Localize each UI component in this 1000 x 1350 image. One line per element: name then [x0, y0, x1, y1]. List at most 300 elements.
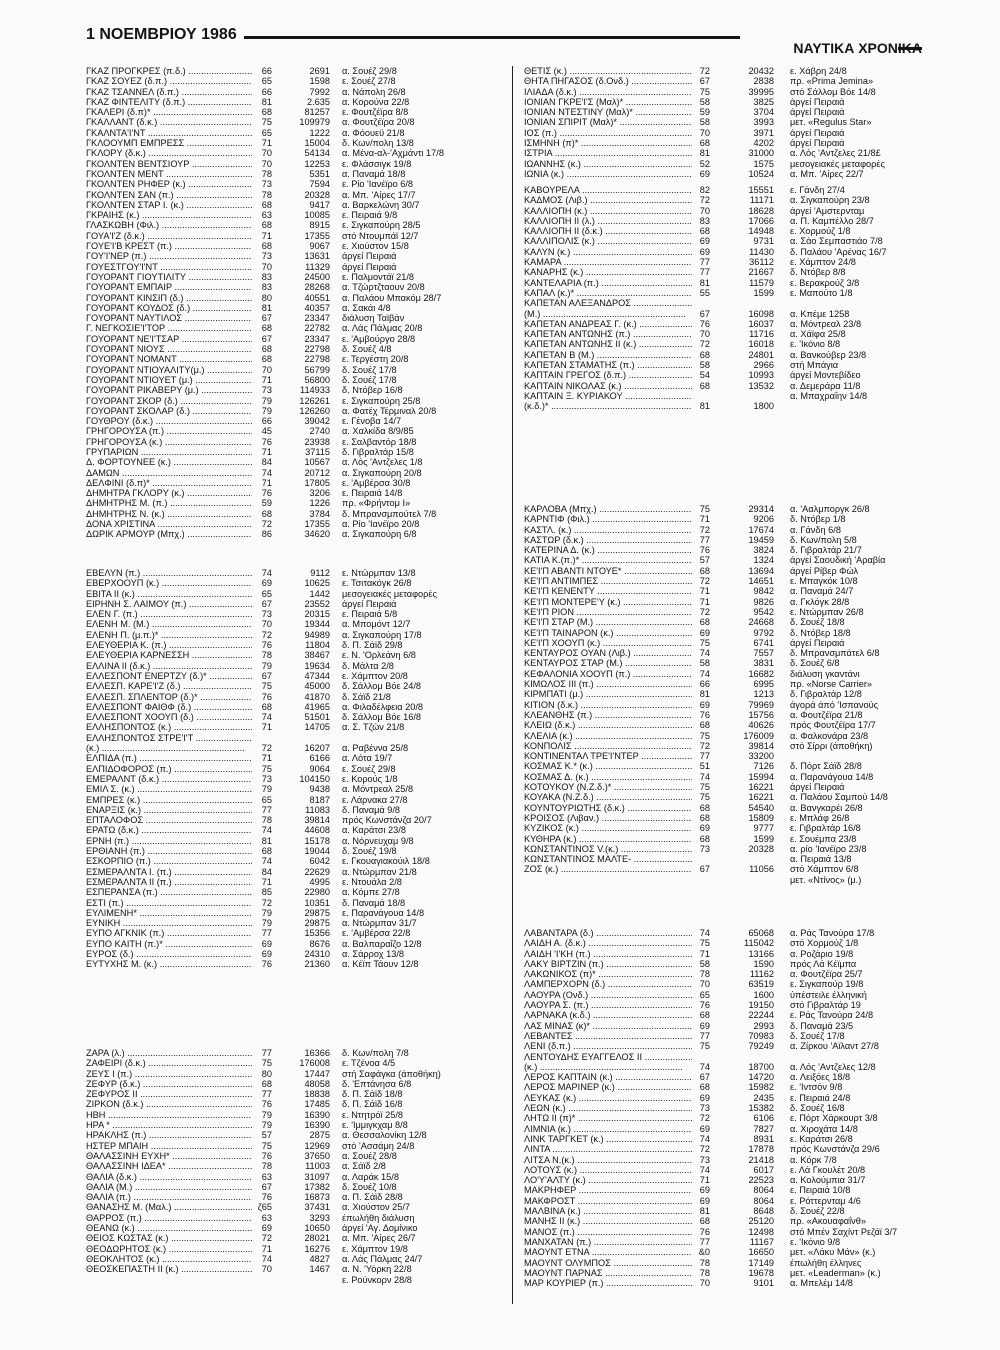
tonnage: 21360	[304, 959, 330, 970]
tonnage: 16366	[304, 1048, 330, 1058]
tonnage: 17382	[304, 1181, 330, 1192]
build-year: 70	[699, 329, 710, 340]
tonnage: 16221	[748, 782, 774, 793]
ship-status: ε. 'Ικόνιο 8/8	[790, 339, 841, 350]
ship-name: ΘΕΤΙΣ (κ.) .....	[524, 66, 692, 76]
ship-name: ΚΥΘΗΡΑ (κ.) .....	[524, 834, 692, 844]
ship-name: ΓΡΗΓΟΡΟΥΣΑ (π.) .....	[86, 426, 252, 436]
ship-entry	[86, 1141, 506, 1151]
ship-status: α. Βαλπαραΐζο 12/8	[342, 938, 422, 949]
ship-entry	[86, 519, 506, 529]
ship-status: α. Ντώρμπαν 31/7	[342, 918, 417, 929]
ship-entry	[524, 247, 944, 257]
tonnage: 2.635	[307, 96, 330, 107]
tonnage: 48058	[304, 1078, 330, 1089]
ship-name: ΚΟΥΝΤΟΥΡΙΩΤΗΣ (δ.κ.) .....	[524, 803, 692, 813]
ship-entry	[524, 545, 944, 555]
ship-status: α. Ζίρκου 'Αϊλαντ 27/8	[790, 1041, 879, 1052]
ship-name: ΚΕΦΑΛΟΝΙΑ ΧΟΟΥΠ (π.) .....	[524, 669, 692, 679]
ship-name: ΓΚΑΛΛΑΝΤ (δ.κ.) .....	[86, 117, 252, 127]
ship-entry	[86, 743, 506, 753]
ship-status: ε. Πειραιά 14/8	[342, 488, 403, 499]
ship-status: άγορά άπό 'Ισπανούς	[790, 699, 879, 710]
ship-entry	[86, 712, 506, 722]
ship-name: ΖΑΡΑ (λ.) .....	[86, 1048, 252, 1058]
ship-entry	[86, 323, 506, 333]
ship-entry	[524, 969, 944, 979]
build-year: 76	[699, 545, 710, 556]
build-year: 74	[699, 1164, 710, 1175]
build-year: 74	[699, 648, 710, 659]
ship-entry	[524, 731, 944, 741]
ship-entry	[524, 761, 944, 771]
build-year: 74	[699, 1133, 710, 1144]
ship-entry	[86, 396, 506, 406]
ship-entry	[86, 722, 506, 732]
ship-name: ΓΟΥΘΡΟΥ (δ.κ.) .....	[86, 416, 252, 426]
ship-entry	[86, 619, 506, 629]
build-year: 78	[261, 650, 272, 661]
ship-name: ΚΩΝΣΤΑΝΤΙΝΟΣ ΜΑΛΤΕ- .....	[524, 854, 692, 864]
ship-entry	[524, 617, 944, 627]
tonnage: 17485	[304, 1099, 330, 1110]
tonnage: 19634	[304, 660, 330, 671]
build-year: 81	[261, 835, 272, 846]
ship-status: δ. Σάϊδ 21/8	[342, 691, 391, 702]
ship-list-section-e	[86, 568, 506, 970]
build-year: 75	[699, 637, 710, 648]
ship-status: στό Γιβραλτάρ 19	[790, 1000, 861, 1011]
build-year: 76	[261, 436, 272, 447]
ship-entry	[524, 1144, 944, 1154]
ship-name: ΔΗΜΗΤΡΗΣ Ν. (κ.) .....	[86, 509, 252, 519]
ship-name: ΕΛΕΥΘΕΡΙΑ Κ. (π.) .....	[86, 640, 252, 650]
tonnage: 16207	[304, 743, 330, 754]
ship-status: δ. Σουέζ 10/8	[342, 1181, 397, 1192]
ship-entry	[524, 979, 944, 989]
ship-name: ΚΥΖΙΚΟΣ (κ.) .....	[524, 823, 692, 833]
build-year: 69	[261, 578, 272, 589]
ship-entry	[524, 76, 944, 86]
build-year: 68	[699, 1010, 710, 1021]
build-year: 65	[699, 989, 710, 1000]
build-year: 67	[261, 333, 272, 344]
tonnage: 7594	[309, 179, 330, 190]
ship-entry	[524, 782, 944, 792]
tonnage: 4827	[309, 1253, 330, 1264]
ship-entry	[524, 1216, 944, 1226]
ship-status: ε. Γάνδη 27/4	[790, 185, 845, 195]
ship-entry	[524, 206, 944, 216]
build-year: 66	[261, 416, 272, 427]
ship-status: στό Χορμούζ 1/8	[790, 938, 859, 949]
ship-entry	[524, 669, 944, 679]
build-year: 65	[261, 127, 272, 138]
ship-status: α. Παλάου Σαμπού 14/8	[790, 792, 888, 803]
ship-entry	[86, 97, 506, 107]
ship-name: ΜΑΟΥΝΤ ΟΛΥΜΠΟΣ .....	[524, 1258, 692, 1268]
ship-status: άργεί 'Αγ. Δομίνικο	[342, 1223, 418, 1234]
ship-entry	[86, 1244, 506, 1254]
ship-status: α. Γκλόγκ 28/8	[790, 596, 850, 607]
tonnage: 10625	[304, 578, 330, 589]
ship-name: ΛΑΣ ΜΙΝΑΣ (κ)* .....	[524, 1021, 692, 1031]
ship-name: ΛΕΝΤΟΥΔΗΣ ΕΥΑΓΓΕΛΟΣ ΙΙ .....	[524, 1052, 692, 1062]
ship-entry	[524, 128, 944, 138]
build-year: 75	[699, 86, 710, 97]
ship-status: δ. Κων/πολη 7/8	[342, 1048, 409, 1058]
tonnage: 14651	[748, 576, 774, 587]
ship-status: α. Κέϊπ Τάουν 12/8	[342, 959, 419, 970]
build-year: 71	[261, 446, 272, 457]
ship-name: ΕΛΛΕΣΠΟΝΤ ΧΟΟΥΠ (δ.) .....	[86, 712, 252, 722]
tonnage: 18838	[304, 1089, 330, 1100]
build-year: 68	[699, 812, 710, 823]
ship-status: ε. Μπαγκόκ 10/8	[790, 576, 858, 587]
ship-name: ΙΟΣ (π.) .....	[524, 128, 692, 138]
ship-name: ΚΕ'Ι'Π ΚΕΝΕΝΤΥ .....	[524, 586, 692, 596]
build-year: 73	[699, 1103, 710, 1114]
tonnage: 9417	[309, 199, 330, 210]
ship-entry	[86, 1264, 506, 1274]
tonnage: 16650	[748, 1247, 774, 1258]
build-year: 75	[699, 730, 710, 741]
ship-name: ΛΙΝΚ ΤΑΡΓΚΕΤ (κ.) .....	[524, 1134, 692, 1144]
ship-status: πρός Λά Κέϊμπα	[790, 958, 857, 969]
ship-name: ΚΛΕΙΩ (δ.κ.) .....	[524, 720, 692, 730]
ship-list-section-k-a	[524, 185, 944, 412]
ship-entry	[86, 1223, 506, 1233]
ship-entry	[524, 216, 944, 226]
ship-name: ΕΥΛΙΜΕΝΗ* .....	[86, 908, 252, 918]
build-year: 68	[699, 833, 710, 844]
tonnage: 18700	[748, 1061, 774, 1072]
ship-status: ε. Χιούστον 15/8	[342, 241, 409, 252]
ship-entry	[524, 1010, 944, 1020]
tonnage: 16018	[748, 339, 774, 350]
tonnage: 20432	[748, 66, 774, 76]
build-year: 83	[261, 271, 272, 282]
ship-status: α. Μόντρεαλ 25/8	[342, 784, 414, 795]
tonnage: 17355	[304, 230, 330, 241]
ship-status: πρ. «Φρήντομ Ι»	[342, 498, 411, 509]
build-year: 76	[699, 318, 710, 329]
build-year: 68	[699, 1216, 710, 1227]
ship-entry	[86, 928, 506, 938]
tonnage: 6166	[309, 753, 330, 764]
ship-name: ΓΟΥΟΡΑΝΤ ΝΙΟΥΣ .....	[86, 344, 252, 354]
build-year: 74	[261, 825, 272, 836]
ship-name: ΕΒΙΤΑ ΙΙ (κ.) .....	[86, 589, 252, 599]
tonnage: 9206	[753, 514, 774, 525]
ship-status: α. Σιγκαπούρη 6/8	[342, 529, 417, 540]
ship-status: άργεί Πειραιά	[790, 138, 845, 149]
ship-entry	[524, 148, 944, 158]
build-year: 79	[261, 784, 272, 795]
ship-name: ΖΕΥΣ Ι (π.) .....	[86, 1069, 252, 1079]
ship-name: ΕΡΝΗ (π.) .....	[86, 836, 252, 846]
ship-status: στή Σαφάγκα (άποθήκη)	[342, 1068, 441, 1079]
build-year: 65	[261, 588, 272, 599]
ship-entry	[524, 360, 944, 370]
ship-name: ΔΗΜΗΤΡΗΣ Μ. (π.) .....	[86, 498, 252, 508]
ship-entry	[524, 87, 944, 97]
build-year: 71	[261, 1243, 272, 1254]
build-year: 83	[699, 215, 710, 226]
ship-name: ΖΟΣ (κ.) .....	[524, 864, 692, 874]
tonnage: 39814	[304, 815, 330, 826]
ship-name: ΚΑΣΤΛ. (κ.) .....	[524, 525, 692, 535]
ship-entry	[524, 720, 944, 730]
ship-name: ΕΣΚΟΡΠΙΟ (π.) .....	[86, 856, 252, 866]
ship-name: ΕΛΛΕΣΠΟΝΤ ΦΑΙΘΦ (δ.) .....	[86, 702, 252, 712]
ship-entry	[86, 406, 506, 416]
ship-name: ΓΟΥΟΡΑΝΤ ΚΙΝΣΙΠ (δ.) .....	[86, 293, 252, 303]
ship-entry	[86, 375, 506, 385]
build-year: 81	[699, 277, 710, 288]
ship-entry	[524, 1072, 944, 1082]
build-year: 72	[261, 743, 272, 754]
ship-name: ΕΛΕΝΗ Π. (μ.π.)* .....	[86, 630, 252, 640]
ship-entry	[86, 426, 506, 436]
tonnage: 10567	[304, 457, 330, 468]
build-year: 76	[261, 1099, 272, 1110]
ship-entry	[524, 1237, 944, 1247]
ship-name: ΕΠΤΑΛΟΦΟΣ .....	[86, 815, 252, 825]
build-year: 70	[261, 619, 272, 630]
build-year: 78	[699, 1257, 710, 1268]
build-year: 71	[699, 596, 710, 607]
ship-status: α. Καράτσι 23/8	[342, 825, 406, 836]
tonnage: 176008	[299, 1058, 330, 1069]
build-year: 76	[699, 709, 710, 720]
tonnage: 18628	[748, 205, 774, 216]
ship-name: ΚΑΠΕΤΑΝ ΑΝΔΡΕΑΣ Γ. (κ.) .....	[524, 319, 692, 329]
ship-status: α. Παναμά 18/8	[342, 168, 406, 179]
ship-entry	[524, 1247, 944, 1257]
ship-name: ΛΟΤΟΥΣ (κ.) .....	[524, 1165, 692, 1175]
ship-status: δ. Σουέζ 22/8	[790, 1206, 845, 1217]
ship-status: άργεί Μοντεβίδεο	[790, 370, 861, 381]
tonnage: 7557	[753, 648, 774, 659]
ship-name: ΚΑΛΛΙΟΠΗ ΙΙ (λ.) .....	[524, 216, 692, 226]
ship-entry	[524, 267, 944, 277]
tonnage: 17066	[748, 215, 774, 226]
build-year: 73	[261, 773, 272, 784]
ship-status: ε. Ντώρμπαν 13/8	[342, 568, 416, 578]
ship-entry	[524, 1196, 944, 1206]
ship-entry	[86, 365, 506, 375]
ship-status: α. Χαλκίδα 8/9/85	[342, 426, 414, 437]
build-year: 70	[261, 148, 272, 159]
tonnage: 15356	[304, 928, 330, 939]
tonnage: 54134	[304, 148, 330, 159]
ship-status: α. Θεσσαλονίκη 12/8	[342, 1130, 427, 1141]
tonnage: 94989	[304, 629, 330, 640]
build-year: 68	[699, 1082, 710, 1093]
tonnage: 6017	[753, 1164, 774, 1175]
ship-entry	[524, 1134, 944, 1144]
tonnage: 21667	[748, 267, 774, 278]
ship-entry	[524, 381, 944, 391]
ship-entry	[524, 864, 944, 874]
ship-status: α. Μπαχραΐην 14/8	[790, 390, 868, 401]
ship-status: έπωλήθη διάλυση	[342, 1212, 415, 1223]
ship-entry	[524, 648, 944, 658]
ship-name: ΛΕΩΝ (κ.) .....	[524, 1103, 692, 1113]
build-year: 79	[261, 907, 272, 918]
ship-name: ΚΕ'Ι'Π ΑΝΤΙΜΠΕΣ .....	[524, 576, 692, 586]
ship-status: α. Σάρροχ 13/8	[342, 948, 404, 959]
ship-entry	[524, 329, 944, 339]
tonnage: 31097	[304, 1171, 330, 1182]
tonnage: 126261	[299, 395, 330, 406]
tonnage: 56799	[304, 364, 330, 375]
ship-status: α. Φουτζέϊρα 25/7	[790, 969, 863, 980]
ship-name: ΚΛΕΑΝΘΗΣ (π.) .....	[524, 710, 692, 720]
build-year: 74	[261, 1253, 272, 1264]
ship-name: ΚΑΣΤΩΡ (δ.κ.) .....	[524, 535, 692, 545]
ship-name: ΚΑΔΜΟΣ (Λιβ.) .....	[524, 195, 692, 205]
ship-name: ΚΑΜΑΡΑ .....	[524, 257, 692, 267]
tonnage: 15551	[748, 185, 774, 195]
build-year: 77	[699, 1030, 710, 1041]
tonnage: 23347	[304, 313, 330, 324]
tonnage: 13166	[748, 948, 774, 959]
ship-name: ΚΑΠΤΑΙΝ ΓΡΕΓΟΣ (δ.π.) .....	[524, 370, 692, 380]
ship-status: δ. Γιβραλτάρ 15/8	[342, 446, 414, 457]
ship-entry	[524, 700, 944, 710]
ship-entry	[86, 159, 506, 169]
build-year: 72	[261, 1233, 272, 1244]
tonnage: 40626	[748, 720, 774, 731]
build-year: 59	[261, 498, 272, 509]
tonnage: 22523	[748, 1175, 774, 1186]
ship-name: ΖΑΦΕΙΡΙ (δ.κ.) .....	[86, 1058, 252, 1068]
ship-name: ΖΕΦΥΡΟΣ ΙΙ .....	[86, 1089, 252, 1099]
ship-entry	[86, 1233, 506, 1243]
ship-name: ΕΛΛΗΣΠΟΝΤΟΣ (κ.) .....	[86, 722, 252, 732]
ship-name: ΕΛΛΙΝΑ ΙΙ (δ.κ.) .....	[86, 661, 252, 671]
ship-name: ΚΡΟΙΣΟΣ (Λιβαν.) .....	[524, 813, 692, 823]
ship-status: άργεί Πειραιά	[790, 127, 845, 138]
ship-name: ΗΒΗ .....	[86, 1110, 252, 1120]
build-year: 69	[699, 627, 710, 638]
ship-name: ΕΥΠΟ ΚΑΙΤΗ (π.)* .....	[86, 939, 252, 949]
tonnage: 6106	[753, 1113, 774, 1124]
tonnage: 9112	[310, 568, 330, 578]
ship-entry	[86, 753, 506, 763]
ship-name: ΓΟΥΟΡΑΝΤ ΓΙΟΥΤΙΛΙΤΥ .....	[86, 272, 252, 282]
build-year: 77	[261, 1048, 272, 1058]
ship-entry	[524, 1031, 944, 1041]
ship-status: δ. Σουέζ 17/8	[790, 1030, 845, 1041]
ship-status: α. Φατέχ Τέρμιναλ 20/8	[342, 405, 437, 416]
ship-list-section-k-b	[524, 504, 944, 885]
ship-name: ΔΟΝΑ ΧΡΙΣΤΙΝΑ .....	[86, 519, 252, 529]
build-year: 74	[261, 712, 272, 723]
build-year: 72	[699, 740, 710, 751]
build-year: 55	[699, 287, 710, 298]
header-rule	[244, 36, 740, 39]
ship-entry	[524, 1062, 944, 1072]
ship-status: ε. Χορμούζ 1/8	[790, 226, 851, 237]
ship-name: ΕΛΠΙΔΟΦΟΡΟΣ (π.) .....	[86, 764, 252, 774]
tonnage: 15382	[748, 1103, 774, 1114]
ship-entry	[524, 990, 944, 1000]
ship-status: ε. Σουέζ 29/8	[342, 763, 396, 774]
tonnage: 9067	[309, 241, 330, 252]
build-year: 68	[261, 1078, 272, 1089]
ship-status: α. Κπέμε 1258	[790, 308, 850, 319]
ship-name: ΚΑΠΕΤΑΝ ΑΝΤΩΝΗΣ ΙΙ (κ.) .....	[524, 339, 692, 349]
ship-status: δ. Ντόβερ 16/8	[342, 385, 403, 396]
tonnage: 15809	[748, 812, 774, 823]
ship-status: α. Φόουεϋ 21/8	[342, 127, 405, 138]
ship-status: έπωλήθη έλληνες	[790, 1257, 862, 1268]
ship-name: ΓΚΑΖ ΦΙΝΤΕΛΙΤΥ (δ.π.) .....	[86, 97, 252, 107]
ship-name: (κ.) .....	[86, 743, 252, 753]
tonnage: 24668	[748, 617, 774, 628]
page-header	[86, 26, 922, 56]
tonnage: 13694	[748, 565, 774, 576]
tonnage: 11716	[749, 329, 774, 340]
ship-name: (Μ.) .....	[524, 309, 692, 319]
build-year: 72	[261, 519, 272, 530]
tonnage: 9826	[753, 596, 774, 607]
tonnage: 6995	[753, 679, 774, 690]
ship-status: δ. Σουέζ 17/8	[342, 374, 397, 385]
ship-name: ΙΟΝΙΑΝ ΣΠΙΡΙΤ (Μαλ)* .....	[524, 117, 692, 127]
ship-status: ε. Ρίο 'Ιανέϊρο 6/8	[342, 179, 414, 190]
tonnage: 39042	[304, 416, 330, 427]
build-year: 76	[261, 691, 272, 702]
ship-status: α. Νάπολη 26/8	[342, 86, 406, 97]
ship-name: (κ.δ.)* .....	[524, 401, 692, 411]
ship-name: ΓΚΟΛΝΤΕΝ ΣΑΝ (π.) .....	[86, 190, 252, 200]
ship-name: ΕΜΕΡΑΛΝΤ (δ.κ.) .....	[86, 774, 252, 784]
ship-entry	[86, 908, 506, 918]
ship-entry	[86, 1213, 506, 1223]
ship-name: ΓΚΟΛΝΤΕΝ ΡΗΦΕΡ (κ.) .....	[86, 179, 252, 189]
ship-name: ΛΙΜΝΙΑ (κ.) .....	[524, 1124, 692, 1134]
ship-name: ΕΥΤΥΧΗΣ Μ. (κ.) .....	[86, 959, 252, 969]
ship-name: ΘΑΛΙΑ (δ.κ.) .....	[86, 1172, 252, 1182]
ship-name: ΗΡΑ * .....	[86, 1120, 252, 1130]
ship-name: ΘΑΛΑΣΣΙΝΗ ΙΔΕΑ* .....	[86, 1161, 252, 1171]
tonnage: 79969	[748, 699, 774, 710]
ship-status: α. Γάνδη 6/8	[790, 524, 841, 535]
ship-name: ΕΡΘΙΑΝΗ (π.) .....	[86, 846, 252, 856]
ship-status: δ. Παναμά 9/8	[342, 804, 401, 815]
ship-entry	[86, 262, 506, 272]
ship-name: ΚΑΛΛΙΟΠΗ (κ.) .....	[524, 206, 692, 216]
tonnage: 11804	[305, 640, 330, 651]
ship-status: α. ρίο 'Ιανέϊρο 23/8	[790, 843, 867, 854]
ship-status: ε. Βερακρούζ 3/8	[790, 277, 860, 288]
ship-status: πρός Κωνστάνζα 20/7	[342, 815, 432, 826]
tonnage: 44608	[304, 825, 330, 836]
build-year: 73	[261, 179, 272, 190]
ship-entry	[86, 241, 506, 251]
build-year: 68	[261, 508, 272, 519]
ship-name: ΛΑΚΥ ΒΙΡΤΖΙΝ (π.) .....	[524, 959, 692, 969]
ship-name: ΕΥΝΙΚΗ .....	[86, 918, 252, 928]
build-year: 72	[699, 576, 710, 587]
tonnage: 17447	[304, 1068, 330, 1079]
ship-status: ε. Σιγκαπούρη 28/5	[342, 220, 421, 231]
ship-entry	[86, 846, 506, 856]
